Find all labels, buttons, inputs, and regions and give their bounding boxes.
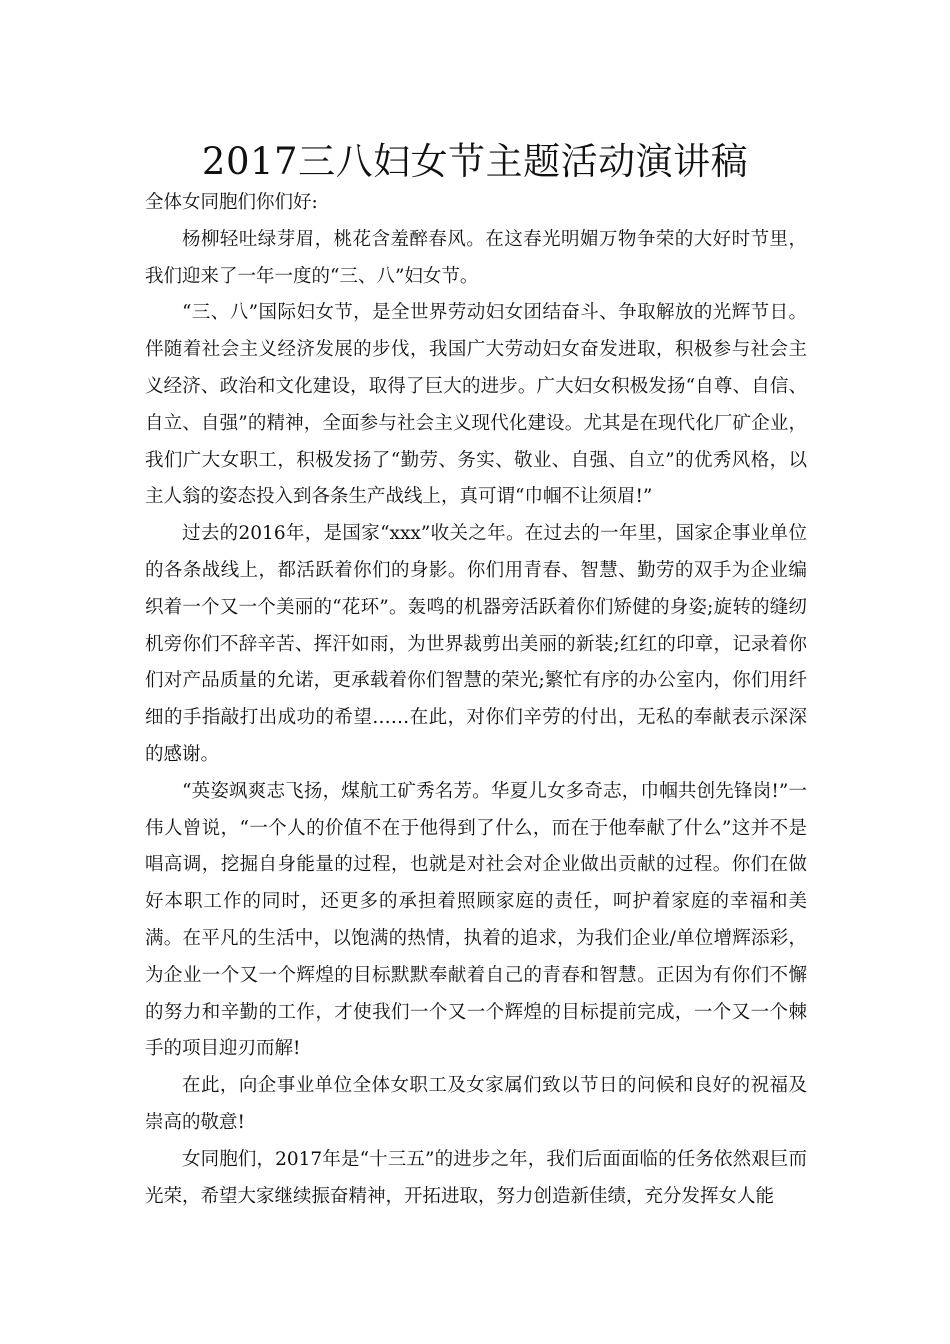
paragraph-1: 杨柳轻吐绿芽眉，桃花含羞醉春风。在这春光明媚万物争荣的大好时节里，我们迎来了一年一度的“三、八”妇女节。 [145, 228, 807, 287]
paragraph-4: “英姿飒爽志飞扬，煤航工矿秀名芳。华夏儿女多奇志，巾帼共创先锋岗!”一伟人曾说，“一个人的价值不在于他得到了什么，而在于他奉献了什么”这并不是唱高调，挖掘自身能量的过程，也就是对社会对企业做出贡献的过程。你们在做好本职工作的同时，还更多的承担着照顾家庭的责任，呵护着家庭的幸福和美满。在平凡的生活中，以饱满的热情，执着的追求，为我们企业/单位增辉添彩，为企业一个又一个辉煌的目标默默奉献着自己的青春和智慧。正因为有你们不懈的努力和辛勤的工作，才使我们一个又一个辉煌的目标提前完成，一个又一个棘手的项目迎刃而解! [145, 780, 807, 1060]
salutation: 全体女同胞们你们好: [145, 192, 318, 213]
paragraph-5: 在此，向企事业单位全体女职工及女家属们致以节日的问候和良好的祝福及崇高的敬意! [145, 1075, 807, 1133]
paragraph-2: “三、八”国际妇女节，是全世界劳动妇女团结奋斗、争取解放的光辉节日。伴随着社会主义经济发展的步伐，我国广大劳动妇女奋发进取，积极参与社会主义经济、政治和文化建设，取得了巨大的进步。广大妇女积极发扬“自尊、自信、自立、自强”的精神，全面参与社会主义现代化建设。尤其是在现代化厂矿企业，我们广大女职工，积极发扬了“勤劳、务实、敬业、自强、自立”的优秀风格，以主人翁的姿态投入到各条生产战线上，真可谓“巾帼不让须眉!” [145, 302, 807, 508]
document-title: 2017三八妇女节主题活动演讲稿 [201, 140, 749, 183]
paragraph-3: 过去的2016年，是国家“xxx”收关之年。在过去的一年里，国家企事业单位的各条战线上，都活跃着你们的身影。你们用青春、智慧、勤劳的双手为企业编织着一个又一个美丽的“花环”。轰鸣的机器旁活跃着你们矫健的身姿;旋转的缝纫机旁你们不辞辛苦、挥汗如雨，为世界裁剪出美丽的新装;红红的印章，记录着你们对产品质量的允诺，更承载着你们智慧的荣光;繁忙有序的办公室内，你们用纤细的手指敲打出成功的希望……在此，对你们辛劳的付出，无私的奉献表示深深的感谢。 [145, 523, 807, 765]
document-body [145, 185, 807, 1215]
paragraph-6: 女同胞们，2017年是“十三五”的进步之年，我们后面面临的任务依然艰巨而光荣，希望大家继续振奋精神，开拓进取，努力创造新佳绩，充分发挥女人能 [145, 1148, 807, 1207]
